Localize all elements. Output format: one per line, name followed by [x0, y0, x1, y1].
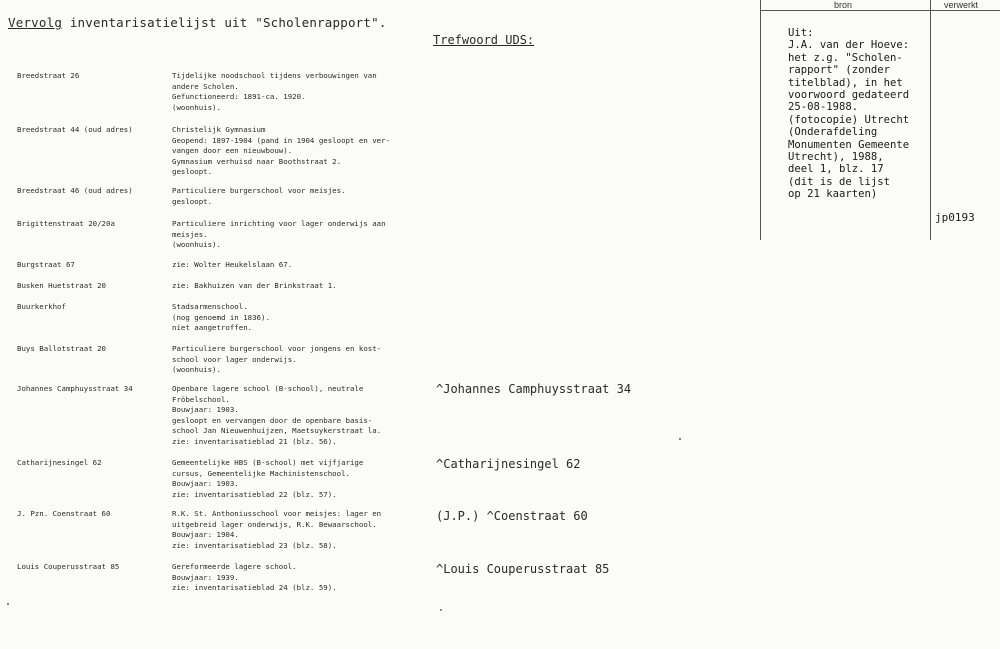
- entry-address: Brigittenstraat 20/20a: [17, 219, 115, 228]
- entry-address: Johannes Camphuysstraat 34: [17, 384, 133, 393]
- card-column-divider: [930, 0, 931, 240]
- card-source-text: Uit: J.A. van der Hoeve: het z.g. "Scholen- rapport" (zonder titelblad), in het voorwoord gedateerd 25-08-1988. (fotocopie) Utrecht (Onderafdeling Monumenten Gemeente Utrecht), 1988, deel 1, blz. 17 (dit is de lijst op 21 kaarten): [788, 27, 910, 201]
- card-verwerkt-label: verwerkt: [944, 0, 979, 10]
- trefwoord-entry: ^Johannes Camphuysstraat 34: [436, 382, 632, 396]
- trefwoord-entry: ^Catharijnesingel 62: [436, 457, 581, 471]
- entry-description: zie: Wolter Heukelslaan 67.: [172, 260, 293, 269]
- entry-address: Catharijnesingel 62: [17, 458, 102, 467]
- entry-address: Burgstraat 67: [17, 260, 75, 269]
- entry-address: J. Pzn. Coenstraat 60: [17, 509, 111, 518]
- entry-description: Openbare lagere school (B-school), neutrale Fröbelschool. Bouwjaar: 1903. gesloopt en vervangen door de openbare basis- school Jan Nieuwenhuijzen, Maetsuykerstraat la. zie: inventarisatieblad 21 (blz. 56).: [172, 384, 382, 446]
- trefwoord-header: Trefwoord UDS:: [433, 33, 535, 47]
- card-code: jp0193: [935, 211, 975, 224]
- entry-address: Louis Couperusstraat 85: [17, 562, 120, 571]
- entry-address: Buys Ballotstraat 20: [17, 344, 106, 353]
- title-rest: inventarisatielijst uit "Scholenrapport".: [62, 15, 387, 30]
- entry-description: Stadsarmenschool. (nog genoemd in 1836). niet aangetroffen.: [172, 302, 270, 332]
- entry-description: Gemeentelijke HBS (B-school) met vijfjarige cursus, Gemeentelijke Machinistenschool. Bouwjaar: 1903. zie: inventarisatieblad 22 (blz. 57).: [172, 458, 364, 499]
- scan-speck: [440, 609, 442, 611]
- entry-description: Christelijk Gymnasium Geopend: 1897-1904 (pand in 1904 gesloopt en ver- vangen door een nieuwbouw). Gymnasium verhuisd naar Boothstraat 2. gesloopt.: [172, 125, 391, 176]
- scan-speck: [7, 603, 9, 605]
- entry-description: Tijdelijke noodschool tijdens verbouwingen van andere Scholen. Gefunctioneerd: 1891-ca. 1920. (woonhuis).: [172, 71, 377, 112]
- entry-description: zie: Bakhuizen van der Brinkstraat 1.: [172, 281, 337, 290]
- card-bron-label: bron: [834, 0, 853, 10]
- entry-address: Busken Huetstraat 20: [17, 281, 106, 290]
- entry-description: Particuliere burgerschool voor meisjes. gesloopt.: [172, 186, 346, 206]
- entry-address: Breedstraat 26: [17, 71, 80, 80]
- page-title: [8, 15, 387, 30]
- entry-description: Particuliere burgerschool voor jongens en kost- school voor lager onderwijs. (woonhuis).: [172, 344, 382, 374]
- entry-description: R.K. St. Anthoniusschool voor meisjes: lager en uitgebreid lager onderwijs, R.K. Bewaarschool. Bouwjaar: 1904. zie: inventarisatieblad 23 (blz. 58).: [172, 509, 382, 550]
- entry-description: Gereformeerde lagere school. Bouwjaar: 1939. zie: inventarisatieblad 24 (blz. 59).: [172, 562, 337, 592]
- title-underlined: Vervolg: [8, 15, 63, 30]
- trefwoord-entry: (J.P.) ^Coenstraat 60: [436, 509, 588, 523]
- card-left-border: [760, 0, 761, 240]
- entry-address: Buurkerkhof: [17, 302, 66, 311]
- entry-address: Breedstraat 44 (oud adres): [17, 125, 133, 134]
- entry-description: Particuliere inrichting voor lager onderwijs aan meisjes. (woonhuis).: [172, 219, 386, 249]
- scan-speck: [679, 438, 681, 440]
- trefwoord-entry: ^Louis Couperusstraat 85: [436, 562, 610, 576]
- entry-address: Breedstraat 46 (oud adres): [17, 186, 133, 195]
